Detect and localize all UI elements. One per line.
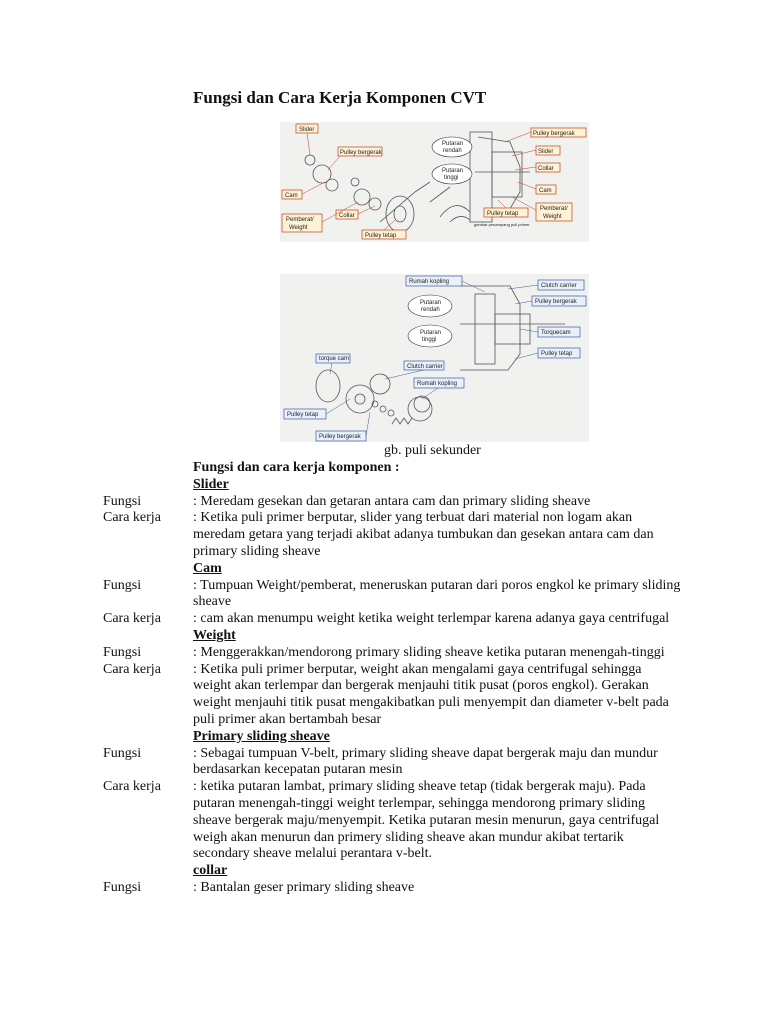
row-label: Cara kerja (103, 611, 161, 627)
row-label: Cara kerja (103, 510, 161, 526)
row-text: : Tumpuan Weight/pemberat, meneruskan putaran dari poros engkol ke primary sliding sheave (193, 577, 681, 610)
fig2-label: tinggi (422, 337, 437, 343)
component-heading: Cam (193, 560, 222, 576)
fig1-label: Putaran (442, 168, 464, 174)
row-label: Fungsi (103, 577, 142, 593)
fig1-label: Pulley bergerak (533, 131, 575, 137)
secondary-pulley-diagram (280, 274, 589, 442)
row-label: Fungsi (103, 493, 142, 509)
fig1-label: Cam (285, 193, 298, 199)
component-heading: collar (193, 863, 228, 879)
component-list (0, 460, 768, 897)
cara-kerja-row (0, 662, 683, 729)
fungsi-row (0, 578, 683, 612)
component-heading: Weight (193, 627, 236, 643)
fig1-label: Cam (539, 188, 552, 194)
fig2-label: rendah (421, 307, 440, 313)
section-heading: Fungsi dan cara kerja komponen : (193, 460, 400, 475)
cara-kerja-row (0, 510, 683, 560)
row-label: Fungsi (103, 879, 142, 895)
fig2-label: Clutch carrier (407, 364, 443, 370)
row-text: : Ketika puli primer berputar, weight akan mengalami gaya centrifugal sehingga weight akan terlempar dan bergerak menjauhi titik pusat (poros engkol). Gerakan weight menjauhi titik pusat mengakibatkan puli menyempit dan diameter v-belt pada puli primer akan bertambah besar (193, 661, 669, 727)
row-label: Cara kerja (103, 661, 161, 677)
fig2-label: Clutch carrier (541, 283, 577, 289)
fig2-label: Putaran (420, 300, 442, 306)
fig2-label: Putaran (420, 330, 442, 336)
fig2-label: Pulley tetap (541, 351, 573, 357)
fig1-label: Slider (538, 149, 554, 155)
fig1-label: rendah (443, 148, 462, 154)
fig1-label: Collar (538, 166, 554, 172)
fig1-label: Collar (339, 213, 355, 219)
cara-kerja-row (0, 611, 683, 628)
fig1-label: Pulley tetap (487, 211, 519, 217)
row-text: : Sebagai tumpuan V-belt, primary sliding sheave dapat bergerak maju dan mundur berdasarkan kecepatan putaran mesin (193, 745, 658, 778)
fig2-label: Pulley tetap (287, 412, 319, 418)
fig2-label: Rumah kopling (409, 279, 450, 285)
row-text: : Menggerakkan/mendorong primary sliding sheave ketika putaran menengah-tinggi (193, 644, 665, 660)
fig2-label: torque cam (319, 356, 350, 362)
row-text: : cam akan menumpu weight ketika weight terlempar karena adanya gaya centrifugal (193, 611, 670, 627)
row-text: : Meredam gesekan dan getaran antara cam dan primary sliding sheave (193, 493, 591, 509)
fig2-label: Rumah kopling (417, 381, 458, 387)
fungsi-row (0, 494, 683, 511)
page-title: Fungsi dan Cara Kerja Komponen CVT (193, 88, 487, 107)
fig2-label: Pulley bergerak (319, 434, 361, 440)
fig1-label: Pemberat/ (540, 206, 568, 212)
row-text: : Ketika puli primer berputar, slider yang terbuat dari material non logam akan meredam getara yang terjadi akibat adanya tumbukan dan gesekan antara cam dan primary sliding sheave (193, 510, 654, 559)
cara-kerja-row (0, 779, 683, 863)
fig2-label: Pulley bergerak (535, 299, 577, 305)
primary-pulley-diagram (280, 122, 589, 242)
fungsi-row (0, 645, 683, 662)
fig1-label: Weight (289, 225, 308, 231)
row-label: Cara kerja (103, 779, 161, 795)
fungsi-row (0, 880, 683, 897)
fig1-label: Putaran (442, 141, 464, 147)
fig1-label: Weight (543, 214, 562, 220)
fig1-label: Pemberat/ (286, 217, 314, 223)
fig1-label: Slider (299, 127, 315, 133)
fig1-label: tinggi (444, 175, 459, 181)
component-heading: Primary sliding sheave (193, 728, 330, 744)
fig1-label: Pulley tetap (365, 233, 397, 239)
component-heading: Slider (193, 476, 229, 492)
row-text: : Bantalan geser primary sliding sheave (193, 879, 415, 895)
figure-caption: gb. puli sekunder (384, 443, 481, 458)
fig1-caption: gambar penampang puli primer (474, 222, 530, 227)
fig2-label: Torquecam (541, 330, 571, 336)
row-label: Fungsi (103, 745, 142, 761)
row-label: Fungsi (103, 644, 142, 660)
row-text: : ketika putaran lambat, primary sliding sheave tetap (tidak bergerak maju). Pada putaran menengah-tinggi weight terlempar, sehingga mendorong primary sliding sheave bergerak maju/menyempit. Ketika putaran mesin menurun, gaya centrifugal weigh akan menurun dan primery sliding sheave akan mundur akibat tertarik secondary sheave melalui perantara v-belt. (193, 779, 660, 862)
fig1-label: Pulley bergerak (340, 150, 382, 156)
fungsi-row (0, 746, 683, 780)
